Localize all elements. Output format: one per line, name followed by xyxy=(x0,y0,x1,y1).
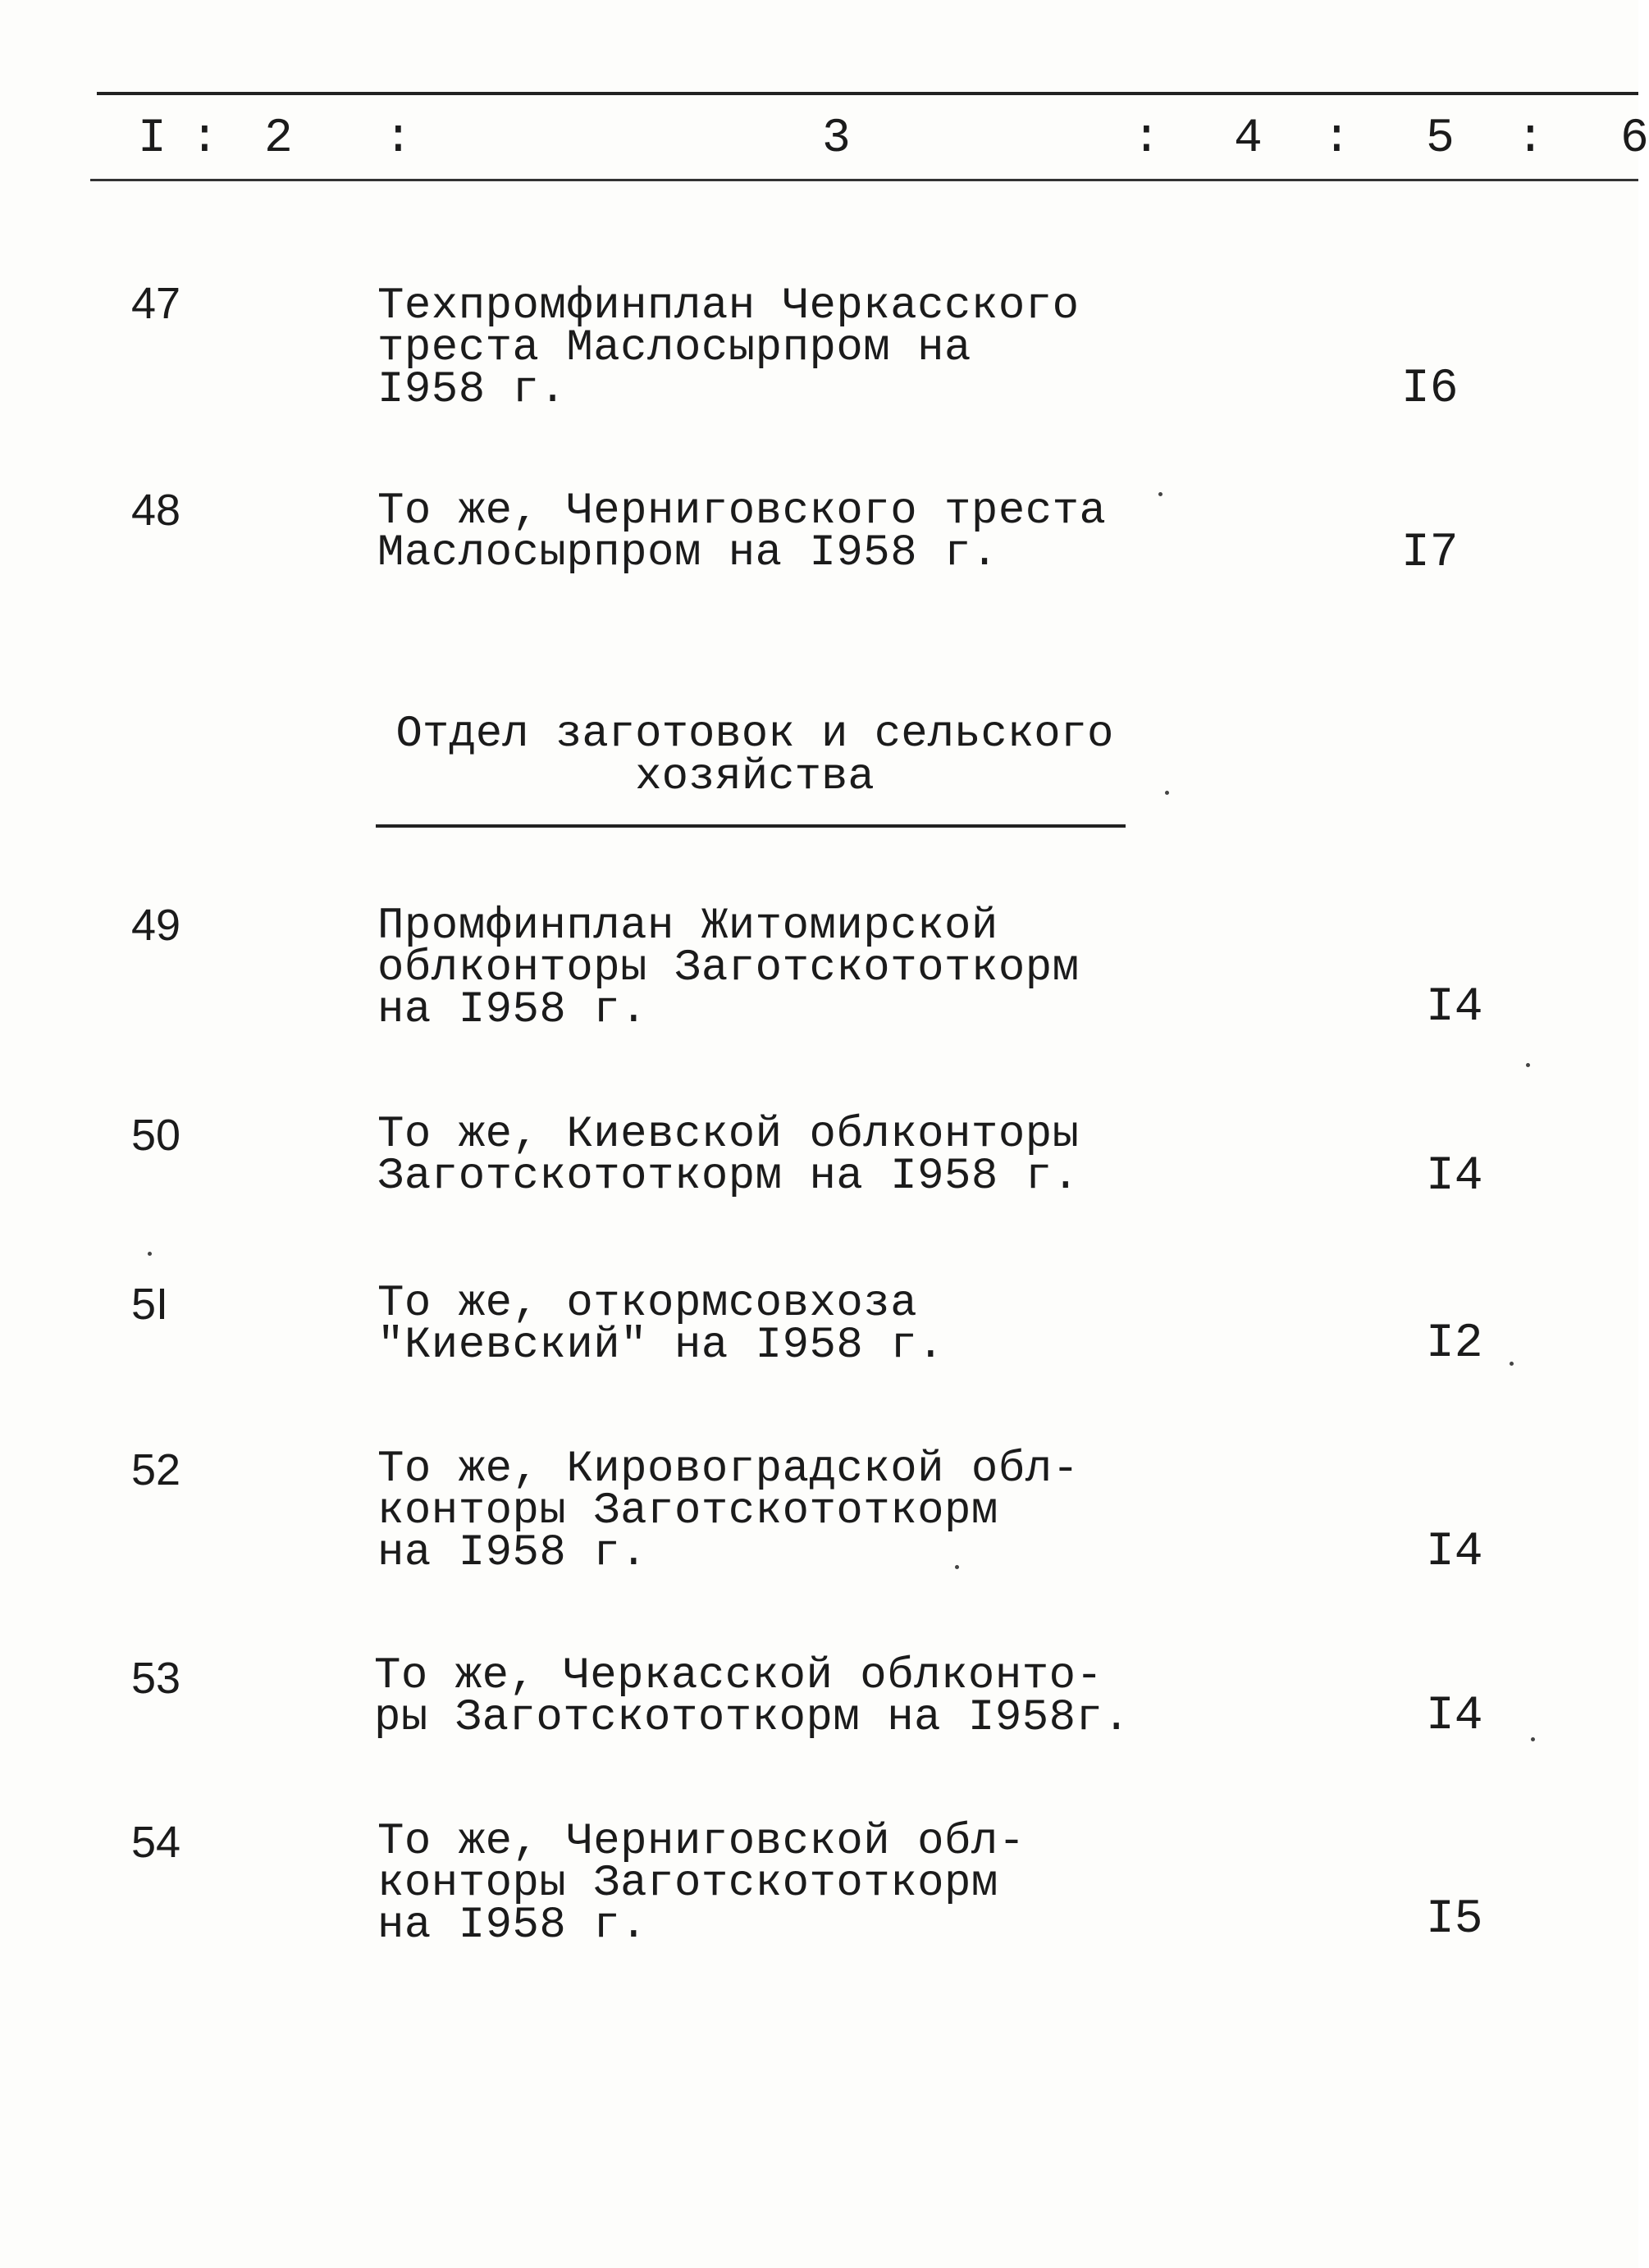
entry-title-line: ры Заготскототкорм на I958г. xyxy=(374,1693,1131,1743)
entry-title-line: Техпромфинплан Черкасского xyxy=(377,281,1080,331)
column-header-5: 5 xyxy=(1426,112,1455,166)
section-heading-line: хозяйства xyxy=(635,752,875,802)
column-header-separator: : xyxy=(190,112,219,166)
scan-speck xyxy=(148,1252,152,1256)
column-header-1: I xyxy=(138,112,167,166)
entry-number: 52 xyxy=(131,1445,181,1495)
entry-title-line: То же, откормсовхоза xyxy=(377,1279,918,1329)
entry-title-line: на I958 г. xyxy=(377,1901,648,1951)
column-header-separator: : xyxy=(1516,112,1545,166)
entry-title xyxy=(377,901,1165,1035)
entry-title-line: То же, Черниговской обл- xyxy=(377,1817,1025,1867)
entry-title-line: Промфинплан Житомирской xyxy=(377,901,998,951)
column-header-4: 4 xyxy=(1234,112,1263,166)
entry-title-line: То же, Черниговского треста xyxy=(377,486,1107,536)
entry-title xyxy=(374,1651,1162,1743)
entry-sheet-count: I4 xyxy=(1426,1526,1483,1579)
entry-title-line: треста Маслосырпром на xyxy=(377,323,971,373)
entry-title-line: То же, Кировоградской обл- xyxy=(377,1444,1080,1495)
entry-sheet-count: I4 xyxy=(1426,1690,1483,1743)
column-header-3: 3 xyxy=(822,112,851,166)
entry-title xyxy=(377,281,1165,415)
entry-title xyxy=(377,1279,1165,1371)
entry-sheet-count: I6 xyxy=(1401,363,1459,416)
entry-title xyxy=(377,486,1165,578)
entry-number: 53 xyxy=(131,1654,181,1703)
column-header-6: 6 xyxy=(1620,112,1649,166)
header-top-rule xyxy=(97,92,1638,95)
entry-number: 50 xyxy=(131,1111,181,1160)
column-header-2: 2 xyxy=(264,112,293,166)
column-header-separator: : xyxy=(1132,112,1161,166)
entry-sheet-count: I2 xyxy=(1426,1317,1483,1371)
column-header-separator: : xyxy=(384,112,413,166)
section-heading-underline xyxy=(376,824,1126,828)
scan-speck xyxy=(1531,1737,1535,1741)
entry-title-line: Маслосырпром на I958 г. xyxy=(377,528,998,578)
scan-speck xyxy=(955,1565,959,1569)
entry-sheet-count: I7 xyxy=(1401,527,1459,580)
scan-speck xyxy=(1526,1063,1530,1067)
entry-title-line: конторы Заготскототкорм xyxy=(377,1486,998,1536)
scan-speck xyxy=(1510,1362,1514,1366)
entry-title xyxy=(377,1110,1165,1202)
entry-title-line: на I958 г. xyxy=(377,1528,648,1578)
entry-sheet-count: I4 xyxy=(1426,1150,1483,1203)
section-heading xyxy=(377,710,1132,802)
entry-title xyxy=(377,1444,1165,1578)
entry-title-line: конторы Заготскототкорм xyxy=(377,1859,998,1909)
scan-speck xyxy=(1165,791,1169,795)
entry-title-line: То же, Черкасской облконто- xyxy=(374,1651,1103,1701)
entry-title-line: "Киевский" на I958 г. xyxy=(377,1321,945,1371)
entry-number: 54 xyxy=(131,1818,181,1867)
entry-title xyxy=(377,1817,1165,1951)
entry-title-line: на I958 г. xyxy=(377,985,648,1035)
scan-speck xyxy=(1158,492,1163,496)
entry-number: 5I xyxy=(131,1280,169,1329)
column-header-separator: : xyxy=(1322,112,1351,166)
entry-number: 47 xyxy=(131,279,181,328)
entry-title-line: То же, Киевской облконторы xyxy=(377,1110,1080,1160)
entry-number: 49 xyxy=(131,901,181,950)
section-heading-line: Отдел заготовок и сельского xyxy=(395,710,1114,760)
entry-title-line: I958 г. xyxy=(377,365,567,415)
entry-sheet-count: I5 xyxy=(1426,1893,1483,1946)
entry-title-line: Заготскототкорм на I958 г. xyxy=(377,1152,1080,1202)
entry-title-line: облконторы Заготскототкорм xyxy=(377,943,1080,993)
header-bottom-rule xyxy=(90,179,1638,181)
entry-number: 48 xyxy=(131,486,181,535)
entry-sheet-count: I4 xyxy=(1426,981,1483,1034)
